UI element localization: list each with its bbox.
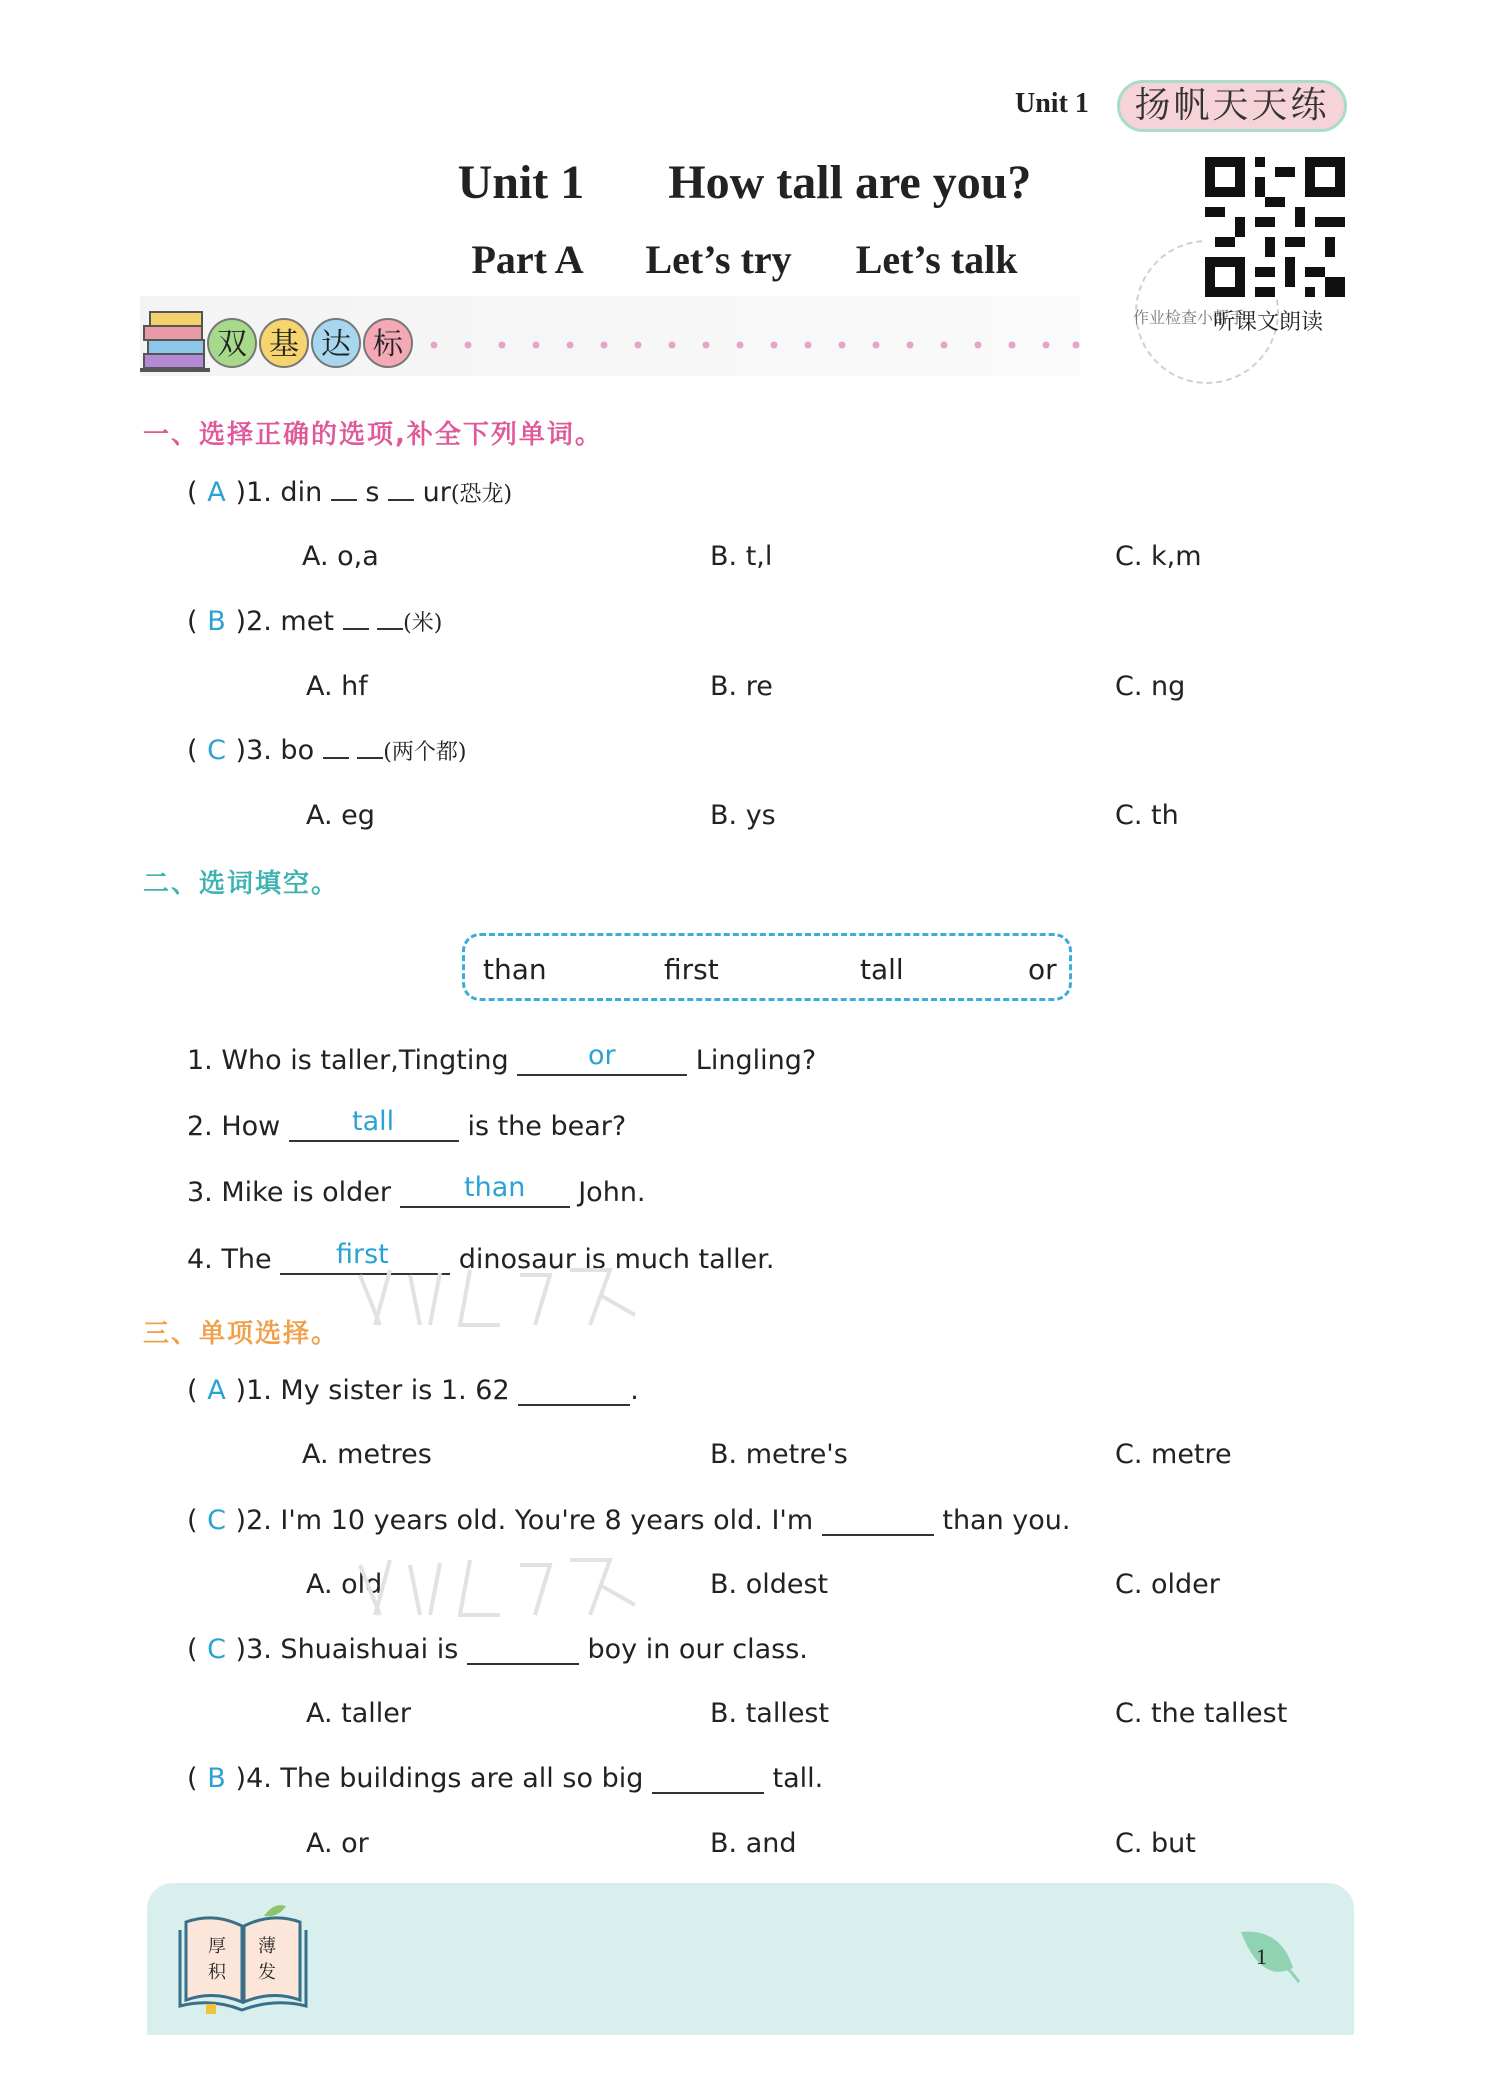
s2-answer-3: than [464, 1172, 526, 1203]
word-bank-item: or [1028, 953, 1057, 986]
word-bank-item: than [483, 953, 547, 986]
title-text: How tall are you? [668, 156, 1032, 209]
s3-item-3: ( C )3. Shuaishuai is boy in our class. [187, 1634, 808, 1665]
s3-option: A. metres [302, 1439, 432, 1470]
book-char: 厚 [208, 1936, 226, 1957]
badge-ji: 基 [259, 318, 309, 368]
book-char: 发 [258, 1962, 276, 1983]
s3-answer-4: B [207, 1763, 226, 1794]
s2-sentence-3: 3. Mike is older John. [187, 1177, 646, 1208]
unit-label: Unit 1 [1015, 88, 1089, 119]
page-number: 1 [1256, 1944, 1267, 1969]
s1-item-1: ( A )1. din s ur(恐龙) [187, 477, 513, 508]
s1-option: C. th [1115, 800, 1179, 831]
s3-option: B. oldest [710, 1569, 829, 1600]
section-1-heading: 一、选择正确的选项,补全下列单词。 [143, 420, 603, 450]
s3-item-1: ( A )1. My sister is 1. 62 . [187, 1375, 639, 1406]
subtitle-try: Let’s try [645, 237, 792, 282]
subtitle-talk: Let’s talk [855, 237, 1018, 282]
s1-answer-3: C [207, 735, 226, 766]
s2-sentence-1: 1. Who is taller,Tingting Lingling? [187, 1045, 817, 1076]
s1-option: A. hf [306, 671, 368, 702]
s1-answer-1: A [207, 477, 226, 508]
word-bank-item: first [664, 953, 719, 986]
open-book-icon [178, 1902, 308, 2014]
s2-sentence-2: 2. How is the bear? [187, 1111, 627, 1142]
leaf-icon [1237, 1928, 1301, 1984]
word-bank [462, 933, 1072, 1001]
s3-item-4: ( B )4. The buildings are all so big tall. [187, 1763, 824, 1794]
section-3-heading: 三、单项选择。 [143, 1319, 340, 1349]
book-char: 薄 [258, 1936, 276, 1957]
books-icon [140, 296, 210, 376]
subtitle-part: Part A [471, 237, 582, 282]
s1-option: A. o,a [302, 541, 379, 572]
s3-option: B. tallest [710, 1698, 830, 1729]
s1-option: C. k,m [1115, 541, 1202, 572]
s3-answer-1: A [207, 1375, 226, 1406]
badge-biao: 标 [363, 318, 413, 368]
s3-item-2: ( C )2. I'm 10 years old. You're 8 years old. I'm than you. [187, 1505, 1071, 1536]
s3-answer-2: C [207, 1505, 226, 1536]
badge-da: 达 [311, 318, 361, 368]
brand-badge: 扬帆天天练 [1117, 80, 1347, 132]
s2-answer-4: first [336, 1239, 389, 1270]
s3-option: C. but [1115, 1828, 1196, 1859]
qr-caption: 听课文朗读 [1213, 309, 1324, 334]
s1-item-3: ( C )3. bo (两个都) [187, 735, 467, 766]
s1-option: B. re [710, 671, 773, 702]
title-unit: Unit 1 [457, 156, 585, 209]
watermark [350, 1545, 650, 1625]
s1-option: A. eg [306, 800, 375, 831]
s3-option: B. and [710, 1828, 797, 1859]
s3-option: C. the tallest [1115, 1698, 1288, 1729]
s3-option: A. old [306, 1569, 383, 1600]
s2-answer-2: tall [352, 1106, 395, 1137]
s3-option: A. or [306, 1828, 369, 1859]
footer-bar [147, 1883, 1354, 2035]
s1-option: B. t,l [710, 541, 773, 572]
s3-option: B. metre's [710, 1439, 848, 1470]
word-bank-item: tall [860, 953, 904, 986]
book-char: 积 [208, 1962, 226, 1983]
stamp-text: 作业检查小帮手 [1133, 308, 1246, 327]
qr-code-icon[interactable] [1205, 157, 1345, 297]
s2-answer-1: or [588, 1040, 616, 1071]
s1-answer-2: B [207, 606, 226, 637]
s1-option: C. ng [1115, 671, 1186, 702]
s3-option: C. metre [1115, 1439, 1232, 1470]
watermark [350, 1255, 650, 1335]
dotted-divider [430, 341, 1080, 349]
s3-option: A. taller [306, 1698, 412, 1729]
s1-option: B. ys [710, 800, 776, 831]
badge-shuang: 双 [207, 318, 257, 368]
s3-option: C. older [1115, 1569, 1220, 1600]
s1-item-2: ( B )2. met (米) [187, 606, 443, 637]
s3-answer-3: C [207, 1634, 226, 1665]
section-2-heading: 二、选词填空。 [143, 869, 340, 899]
s2-sentence-4: 4. The dinosaur is much taller. [187, 1244, 775, 1275]
